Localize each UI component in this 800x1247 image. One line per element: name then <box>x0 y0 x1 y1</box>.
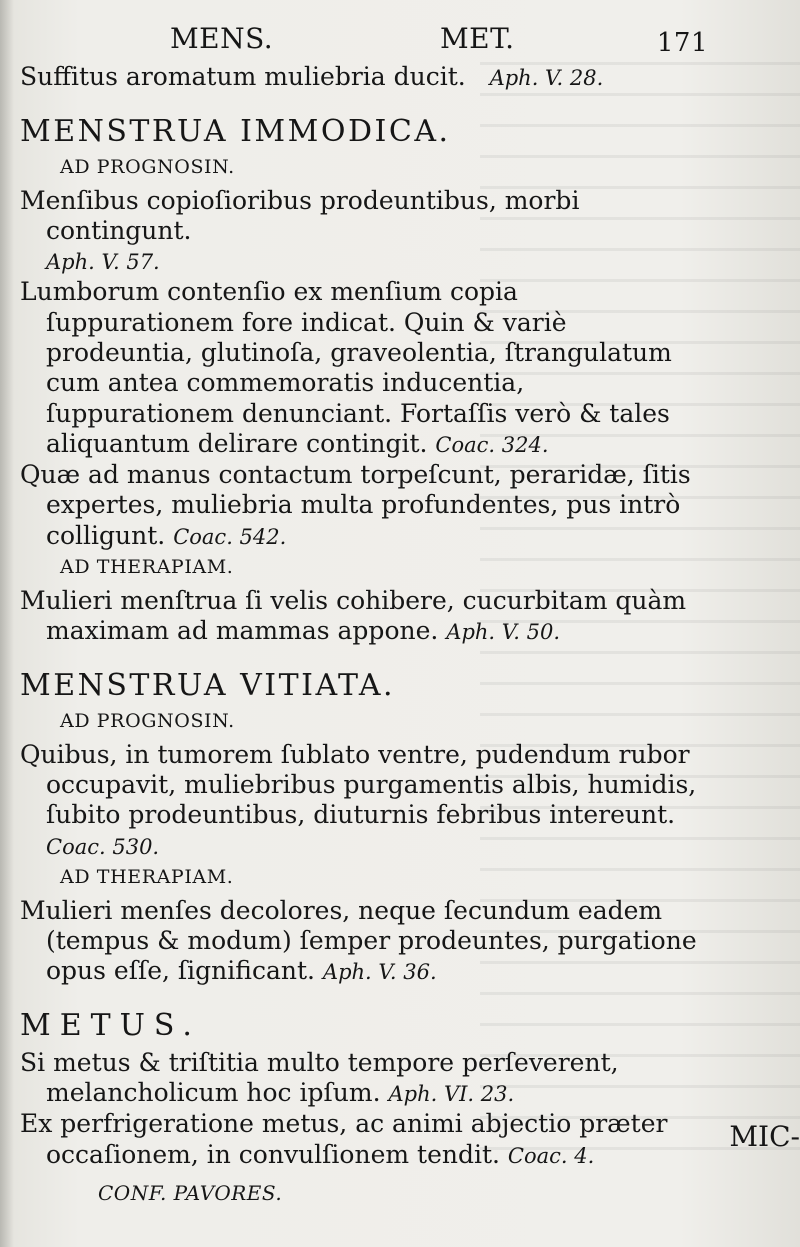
section-metus <box>20 1008 700 1171</box>
entry-paragraph <box>20 739 700 862</box>
subhead-therapiam: AD THERAPIAM. <box>60 556 234 579</box>
opening-line-ref: Aph. V. 28. <box>489 66 604 90</box>
page-content <box>20 18 708 1205</box>
entry-ref: Coac. 4. <box>507 1143 595 1168</box>
opening-line <box>20 62 700 94</box>
entry-ref: Aph. V. 57. <box>46 250 160 275</box>
section-heading: MENSTRUA VITIATA. <box>20 667 396 703</box>
running-head-left: MENS. <box>170 22 274 55</box>
section-heading: MENSTRUA IMMODICA. <box>20 113 451 149</box>
cross-reference: CONF. PAVORES. <box>98 1180 283 1205</box>
entry-text: Mulieri menſtrua ſi velis cohibere, cucurbitam quàm maximam ad mammas appone. <box>20 586 687 646</box>
entry-text: Ex perfrigeratione metus, ac animi abjectio præter occaſionem, in convulſionem tendit. <box>20 1109 668 1169</box>
entry-text: Quæ ad manus contactum torpeſcunt, peraridæ, ſitis expertes, muliebria multa profundentes, pus intrò colligunt. <box>20 460 691 550</box>
entry-paragraph <box>20 460 700 552</box>
section-menstrua-vitiata <box>20 668 700 988</box>
section-menstrua-immodica <box>20 114 700 648</box>
entry-text: Mulieri menſes decolores, neque ſecundum eadem (tempus & modum) ſemper prodeuntes, purgatione opus eſſe, ſignificant. <box>20 895 697 986</box>
entry-text: Lumborum contenſio ex menſium copia ſuppurationem fore indicat. Quin & variè prodeuntia, glutinoſa, graveolentia, ſtrangulatum cum antea commemoratis inducentia, ſuppurationem denunciant. Fortaſſis verò & tales aliquantum delirare contingit. <box>20 277 672 458</box>
subhead-therapiam: AD THERAPIAM. <box>60 865 234 888</box>
entry-paragraph <box>20 1047 700 1110</box>
entry-paragraph <box>20 185 700 278</box>
entry-paragraph <box>20 277 700 460</box>
entry-paragraph <box>20 1109 700 1171</box>
entry-ref: Aph. V. 50. <box>446 620 561 645</box>
page-number: 171 <box>656 28 708 58</box>
opening-line-text: Suffitus aromatum muliebria ducit. <box>20 62 466 91</box>
entry-paragraph <box>20 586 700 648</box>
spine-shadow <box>0 0 14 1247</box>
section-heading: METUS. <box>20 1007 201 1043</box>
running-head-center: MET. <box>440 22 515 55</box>
entry-ref: Aph. V. 36. <box>322 960 437 985</box>
subhead-prognosin: AD PROGNOSIN. <box>60 709 235 732</box>
entry-ref: Aph. VI. 23. <box>388 1082 515 1107</box>
entry-ref: Coac. 324. <box>435 432 549 457</box>
subhead-prognosin: AD PROGNOSIN. <box>60 155 235 178</box>
entry-paragraph <box>20 895 700 988</box>
entry-text: Menſibus copioſioribus prodeuntibus, morbi contingunt. <box>20 185 580 245</box>
entry-ref: Coac. 530. <box>46 834 160 859</box>
running-head <box>20 18 708 62</box>
entry-ref: Coac. 542. <box>173 524 287 549</box>
entry-text: Quibus, in tumorem ſublato ventre, pudendum rubor occupavit, muliebribus purgamentis albis, humidis, ſubito prodeuntibus, diuturnis febribus intereunt. <box>20 739 697 830</box>
catchword: MIC- <box>729 1120 800 1153</box>
entry-text: Si metus & triſtitia multo tempore perſeverent, melancholicum hoc ipſum. <box>20 1047 619 1108</box>
